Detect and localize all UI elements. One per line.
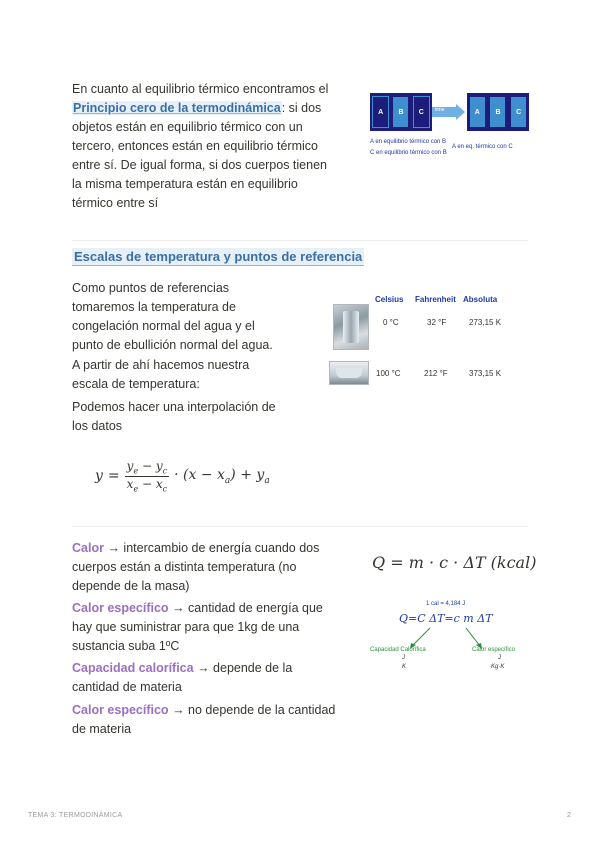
- specific-unit-top: J: [498, 655, 501, 661]
- footer-page-number: 2: [567, 812, 572, 819]
- heat-p2-line-2: hay que suministrar para que 1kg de una: [72, 620, 300, 634]
- block-a-left: A: [372, 96, 389, 128]
- heat-formula-small: [399, 612, 493, 625]
- header-celsius: Celsius: [375, 295, 404, 304]
- block-c-right: C: [511, 97, 526, 127]
- divider-1: [72, 240, 528, 241]
- calor-text-1: → intercambio de energía cuando dos: [107, 541, 320, 555]
- row1-kelvin: 273,15 K: [469, 318, 502, 327]
- right-block-group: [467, 93, 529, 131]
- specific-heat-label: Calor específico: [472, 647, 516, 653]
- capacidad-calorifica-term: Capacidad calorífica: [72, 661, 194, 675]
- time-arrow-label: time: [435, 107, 445, 113]
- scales-paragraph-1: [72, 279, 292, 355]
- capacity-unit-top: J: [402, 655, 405, 661]
- calor-especifico-term: Calor específico: [72, 601, 169, 615]
- caption-right: A en eq. térmico con C: [452, 144, 513, 150]
- scales-p3-line-2: los datos: [72, 419, 123, 433]
- scales-p2-line-1: A partir de ahí hacemos nuestra: [72, 358, 250, 372]
- caption-left-2: C en equilibrio térmico con B: [370, 150, 447, 156]
- equilibrium-line-5: entre sí. De igual forma, si dos cuerpos tienen: [72, 158, 327, 172]
- heat-p1-line-1: [72, 539, 347, 558]
- heat-p4-line-2: de materia: [72, 722, 132, 736]
- block-a-right: A: [470, 97, 485, 127]
- heat-p1-line-3: depende de la masa): [72, 579, 190, 593]
- capacity-unit-bottom: K: [402, 664, 407, 670]
- block-b-right: B: [490, 97, 505, 127]
- scales-paragraph-3: [72, 398, 292, 436]
- block-c-left: C: [413, 96, 430, 128]
- heat-formula-main: Q = m · c · ΔT (kcal): [372, 553, 537, 572]
- equilibrium-line-4: tercero, entonces están en equilibrio térmico: [72, 139, 318, 153]
- scales-p1-line-1: Como puntos de referencias: [72, 281, 230, 295]
- interpolation-formula: y = $y_e - y_c$ $x_e - x_c$ · $(x - x_a) + y_a$: [95, 459, 270, 493]
- heat-paragraph-2: [72, 599, 347, 656]
- equilibrium-diagram: [370, 93, 530, 163]
- especifico2-text-1: → no depende de la cantidad: [172, 703, 336, 717]
- equilibrium-line-7: térmico entre sí: [72, 196, 159, 210]
- heat-formula-note: 1 cal = 4,184 J: [426, 601, 466, 607]
- left-block-group: [370, 93, 432, 131]
- heat-p3-line-1: [72, 659, 347, 678]
- heat-paragraph-4: [72, 701, 347, 739]
- capacity-label: Capacidad Calorífica: [370, 647, 426, 653]
- boiling-photo: [329, 361, 369, 385]
- especifico-text-1: → cantidad de energía que: [172, 601, 323, 615]
- equilibrium-line-3: objetos están en equilibrio térmico con un: [72, 120, 303, 134]
- principio-cero-link[interactable]: Principio cero de la termodinámica: [73, 101, 281, 115]
- equilibrium-line-6: la misma temperatura están en equilibrio: [72, 177, 298, 191]
- equilibrium-line-1: En cuanto al equilibrio térmico encontramos el: [72, 82, 329, 96]
- footer-chapter: TEMA 3: TERMODINÁMICA: [28, 812, 123, 819]
- row2-celsius: 100 °C: [376, 369, 401, 378]
- heat-p2-line-3: sustancia suba 1ºC: [72, 639, 180, 653]
- block-b-left: B: [393, 97, 408, 127]
- heat-paragraph-1: [72, 539, 347, 596]
- scales-p3-line-1: Podemos hacer una interpolación de: [72, 400, 276, 414]
- heat-p1-line-2: cuerpos están a distinta temperatura (no: [72, 560, 297, 574]
- heat-p4-line-1: [72, 701, 347, 720]
- row1-celsius: 0 °C: [383, 318, 399, 327]
- scales-p2-line-2: escala de temperatura:: [72, 377, 200, 391]
- calor-especifico-term-2: Calor específico: [72, 703, 169, 717]
- scales-heading: Escalas de temperatura y puntos de referencia: [74, 249, 363, 264]
- caption-left-1: A en equilibrio térmico con B: [370, 139, 447, 145]
- ice-photo: [333, 304, 369, 350]
- heat-p2-line-1: [72, 599, 347, 618]
- scales-p1-line-2: tomaremos la temperatura de: [72, 300, 236, 314]
- row2-kelvin: 373,15 K: [469, 369, 502, 378]
- header-fahrenheit: Fahrenheit: [415, 295, 456, 304]
- heat-paragraph-3: [72, 659, 347, 697]
- row2-fahrenheit: 212 °F: [424, 369, 448, 378]
- header-absoluta: Absoluta: [463, 295, 498, 304]
- row1-fahrenheit: 32 °F: [427, 318, 447, 327]
- scales-p1-line-4: punto de ebullición normal del agua.: [72, 338, 273, 352]
- capacidad-text-1: → depende de la: [197, 661, 293, 675]
- scales-p1-line-3: congelación normal del agua y el: [72, 319, 255, 333]
- equilibrium-line-2-rest: : si dos: [281, 101, 322, 115]
- equilibrium-paragraph: [72, 80, 352, 213]
- scales-paragraph-2: [72, 356, 292, 394]
- specific-unit-bottom: Kg·K: [491, 664, 505, 670]
- calor-term: Calor: [72, 541, 104, 555]
- heat-p3-line-2: cantidad de materia: [72, 680, 182, 694]
- equilibrium-line-2: [72, 99, 352, 118]
- divider-2: [72, 526, 528, 527]
- heat-formula-small-text: Q=C ΔT=c m ΔT: [399, 612, 493, 625]
